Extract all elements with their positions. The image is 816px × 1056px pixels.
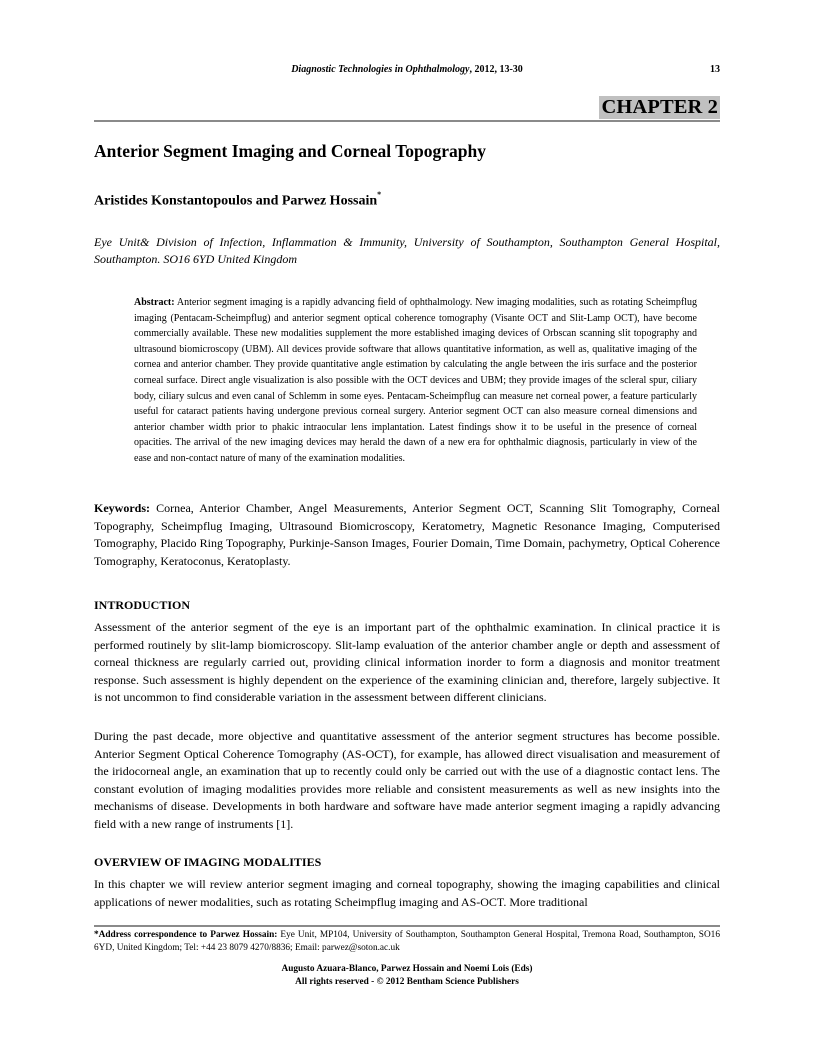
authors bbox=[94, 192, 381, 210]
journal-citation bbox=[94, 64, 720, 75]
editors-line: Augusto Azuara-Blanco, Parwez Hossain and Noemi Lois (Eds) bbox=[281, 964, 533, 974]
abstract-label: Abstract: bbox=[134, 297, 175, 308]
rights-line: All rights reserved - © 2012 Bentham Science Publishers bbox=[295, 977, 519, 987]
footnote-text: Eye Unit, MP104, University of Southampton, Southampton General Hospital, Tremona Road, Southampton, SO16 6YD, United Kingdom; Tel: +44 23 8079 4270/8836; Email: parwez@soton.ac.uk bbox=[94, 930, 720, 953]
affiliation: Eye Unit& Division of Infection, Inflammation & Immunity, University of Southampton, Southampton General Hospital, Southampton. SO16 6YD United Kingdom bbox=[94, 235, 720, 266]
imprint bbox=[94, 963, 720, 989]
section-heading-introduction: INTRODUCTION bbox=[94, 598, 191, 612]
header-rule bbox=[94, 120, 720, 122]
paragraph: Assessment of the anterior segment of the eye is an important part of the ophthalmic examination. In clinical practice it is performed routinely by slit-lamp biomicroscopy. Slit-lamp evaluation of the anterior chamber angle or depth and assessment of corneal thickness are regularly carried out, providing clinical information inorder to form a diagnosis and monitor treatment response. Such assessment is highly dependent on the experience of the examining clinician and, therefore, largely subjective. It is not uncommon to find considerable variation in the assessment between different clinicians. bbox=[94, 620, 720, 704]
footnote-rule bbox=[94, 925, 720, 927]
correspondence-mark: * bbox=[377, 190, 382, 199]
chapter-label: CHAPTER 2 bbox=[601, 96, 718, 118]
journal-year-pages: , 2012, 13-30 bbox=[469, 64, 523, 75]
footnote-label: *Address correspondence to Parwez Hossain: bbox=[94, 930, 278, 940]
paragraph: During the past decade, more objective and quantitative assessment of the anterior segment structures has become possible. Anterior Segment Optical Coherence Tomography (AS-OCT), for example, has allowed direct visualisation and measurement of the iridocorneal angle, an examination that up to recently could only be carried out with the use of a diagnostic contact lens. The constant evolution of imaging modalities provides more reliable and consistent measurements as well as new insights into the mechanisms of disease. Developments in both hardware and software have made anterior segment imaging a rapidly advancing field with a new range of instruments [1]. bbox=[94, 729, 720, 831]
section-heading-overview: OVERVIEW OF IMAGING MODALITIES bbox=[94, 855, 322, 869]
keywords bbox=[94, 500, 720, 570]
abstract bbox=[134, 295, 697, 467]
journal-name: Diagnostic Technologies in Ophthalmology bbox=[291, 64, 470, 75]
author-names: Aristides Konstantopoulos and Parwez Hossain bbox=[94, 193, 378, 209]
correspondence-footnote bbox=[94, 929, 720, 955]
keywords-label: Keywords: bbox=[94, 501, 150, 515]
page-number: 13 bbox=[710, 64, 720, 75]
abstract-text: Anterior segment imaging is a rapidly advancing field of ophthalmology. New imaging modalities, such as rotating Scheimpflug imaging (Pentacam-Scheimpflug) and anterior segment optical coherence tomography (Visante OCT and Slit-Lamp OCT), have become commercially available. These new modalities supplement the more established imaging devices of Orbscan scanning slit topography and ultrasound biomicroscopy (UBM). All devices provide software that allows quantitative information, as well as, qualitative imaging of the cornea and anterior chamber. They provide quantitative angle estimation by calculating the angle between the iris surface and the posterior corneal surface. Direct angle visualization is also possible with the OCT devices and UBM; they provide images of the scleral spur, ciliary body, ciliary sulcus and even canal of Schlemm in some eyes. Pentacam-Scheimpflug can measure net corneal power, a feature particularly useful for cataract patients having undergone previous corneal surgery. Anterior segment OCT can also measure corneal dimensions and anterior chamber width prior to phakic intraocular lens implantation. Latest findings show it to be useful in the presence of corneal opacities. The arrival of the new imaging devices may herald the dawn of a new era for ophthalmic diagnosis, particularly in view of the ease and non-contact nature of many of the examination modalities. bbox=[134, 297, 697, 464]
paragraph: In this chapter we will review anterior segment imaging and corneal topography, showing the imaging capabilities and clinical applications of newer modalities, such as rotating Scheimpflug imaging and AS-OCT. More traditional bbox=[94, 877, 720, 909]
keywords-text: Cornea, Anterior Chamber, Angel Measurements, Anterior Segment OCT, Scanning Slit Tomography, Corneal Topography, Scheimpflug Imaging, Ultrasound Biomicroscopy, Keratometry, Magnetic Resonance Imaging, Computerised Tomography, Placido Ring Topography, Purkinje-Sanson Images, Fourier Domain, Time Domain, pachymetry, Optical Coherence Tomography, Keratoconus, Keratoplasty. bbox=[94, 501, 720, 568]
chapter-title: Anterior Segment Imaging and Corneal Topography bbox=[94, 141, 487, 161]
